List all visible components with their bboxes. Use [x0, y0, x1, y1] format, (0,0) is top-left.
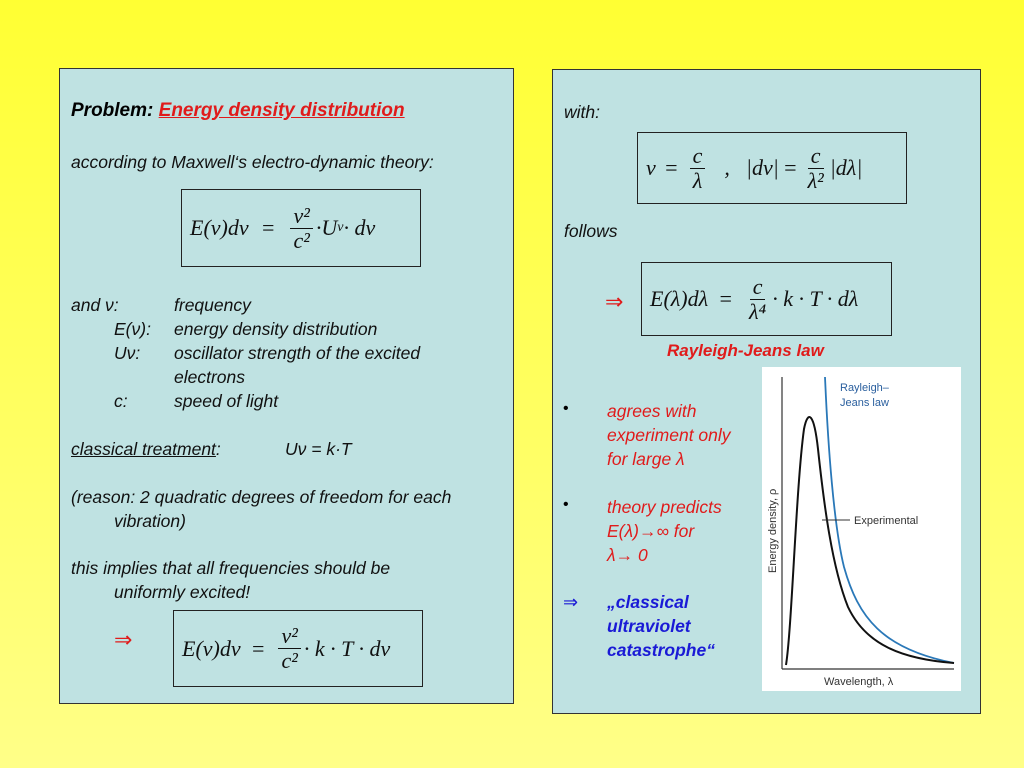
- bullet-2-line-1: theory predicts: [607, 497, 722, 517]
- bullet-1: •: [563, 400, 569, 417]
- reason-line-2: vibration): [114, 511, 186, 531]
- classical-equation: Uν = k·T: [285, 439, 352, 459]
- eq1-tail: · dν: [343, 215, 376, 240]
- equation-box-2: [173, 610, 423, 687]
- rj-curve-label-2: Jeans law: [840, 397, 889, 409]
- bullet-2-line-2: E(λ)→∞ for: [607, 521, 695, 541]
- def-u-desc: oscillator strength of the excited: [174, 343, 421, 363]
- with-label: with:: [564, 102, 600, 122]
- bullet-3-line-2: ultraviolet: [607, 616, 691, 636]
- right-panel: [552, 69, 981, 714]
- def-c-desc: speed of light: [174, 391, 279, 411]
- equation-box-rj: [641, 262, 892, 336]
- y-axis-label: Energy density, ρ: [767, 488, 779, 573]
- bullet-1-line-3: for large λ: [607, 449, 685, 469]
- bullet-2-line-3: λ→ 0: [607, 545, 648, 565]
- equation-2: [174, 611, 422, 686]
- eqrj-num: c: [750, 275, 766, 300]
- def-e-desc: energy density distribution: [174, 319, 378, 339]
- def-u-symbol: Uν:: [114, 343, 141, 363]
- eq2-rhs: · k · T · dν: [303, 635, 391, 661]
- eq1-equals: =: [260, 215, 276, 240]
- bullet-3-line-3: catastrophe“: [607, 640, 715, 660]
- eqw-fraction-1: [690, 144, 706, 193]
- equation-rj: [642, 263, 891, 335]
- blackbody-plot: [762, 367, 961, 691]
- eq1-sub: ν: [337, 220, 344, 235]
- eq2-equals: =: [250, 635, 266, 661]
- eq1-num: ν²: [290, 204, 312, 229]
- eqw-lhs: ν: [646, 155, 656, 180]
- eq2-num: ν²: [278, 624, 300, 649]
- eqrj-den: λ⁴: [749, 298, 767, 324]
- eqw-abs-rhs: |dλ|: [829, 155, 863, 180]
- equation-box-1: [181, 189, 421, 267]
- eqw-num: c: [690, 144, 706, 169]
- rayleigh-jeans-label: Rayleigh-Jeans law: [667, 341, 824, 360]
- eq2-den: c²: [281, 648, 298, 673]
- experimental-curve-label: Experimental: [854, 515, 919, 527]
- experimental-curve: [786, 417, 954, 665]
- eq1-lhs: E(ν)dν: [190, 215, 249, 240]
- blackbody-figure: [762, 367, 961, 691]
- eqw-equals: =: [663, 155, 679, 180]
- eqw-num2: c: [808, 144, 824, 169]
- equation-box-with: [637, 132, 907, 204]
- classical-treatment: [71, 437, 221, 461]
- bullet-1-line-1: agrees with: [607, 401, 697, 421]
- eq2-lhs: E(ν)dν: [182, 635, 241, 661]
- eq1-den: c²: [293, 227, 310, 253]
- implies-line-1: this implies that all frequencies should be: [71, 558, 391, 578]
- eqw-separator: ,: [724, 155, 730, 180]
- classical-label: classical treatment: [71, 439, 216, 459]
- follows-label: follows: [564, 221, 618, 241]
- def-c-symbol: c:: [114, 391, 128, 411]
- def-nu-symbol: and ν:: [71, 295, 119, 315]
- bullet-1-line-2: experiment only: [607, 425, 731, 445]
- classical-colon: :: [215, 439, 221, 459]
- def-nu-desc: frequency: [174, 295, 251, 315]
- eqrj-lhs: E(λ)dλ: [650, 286, 709, 311]
- bullet-3-line-1: „classical: [607, 592, 689, 612]
- equation-1: [182, 190, 420, 266]
- eqw-equals-2: =: [782, 155, 798, 180]
- equation-with: [638, 133, 906, 203]
- title-main: Energy density distribution: [158, 100, 405, 121]
- reason-line-1: (reason: 2 quadratic degrees of freedom for each: [71, 487, 452, 507]
- eqw-den: λ: [692, 167, 703, 193]
- intro-text: according to Maxwell‘s electro-dynamic theory:: [71, 152, 434, 172]
- eqw-den2: λ²: [807, 167, 824, 193]
- eqrj-fraction: [746, 275, 769, 324]
- def-e-symbol: E(ν):: [114, 319, 151, 339]
- problem-title: [71, 100, 405, 122]
- eqrj-rhs: · k · T · dλ: [772, 286, 859, 311]
- eq1-fraction: [290, 204, 312, 253]
- eq2-fraction: [278, 624, 300, 673]
- rj-curve-label-1: Rayleigh–: [840, 382, 889, 394]
- eqrj-equals: =: [718, 286, 734, 311]
- def-u-desc-cont: electrons: [174, 367, 246, 387]
- x-axis-label: Wavelength, λ: [824, 676, 894, 688]
- implies-arrow: ⇒: [114, 627, 133, 652]
- implies-line-2: uniformly excited!: [114, 582, 251, 602]
- title-prefix: Problem:: [71, 100, 154, 121]
- eqw-abs-lhs: |dν|: [745, 155, 779, 180]
- bullet-2: •: [563, 496, 569, 513]
- follows-arrow: ⇒: [605, 289, 624, 314]
- eq1-rhs: ·U: [315, 215, 338, 240]
- bullet-3-arrow: ⇒: [563, 592, 579, 612]
- left-panel: [59, 68, 514, 704]
- eqw-fraction-2: [805, 144, 827, 193]
